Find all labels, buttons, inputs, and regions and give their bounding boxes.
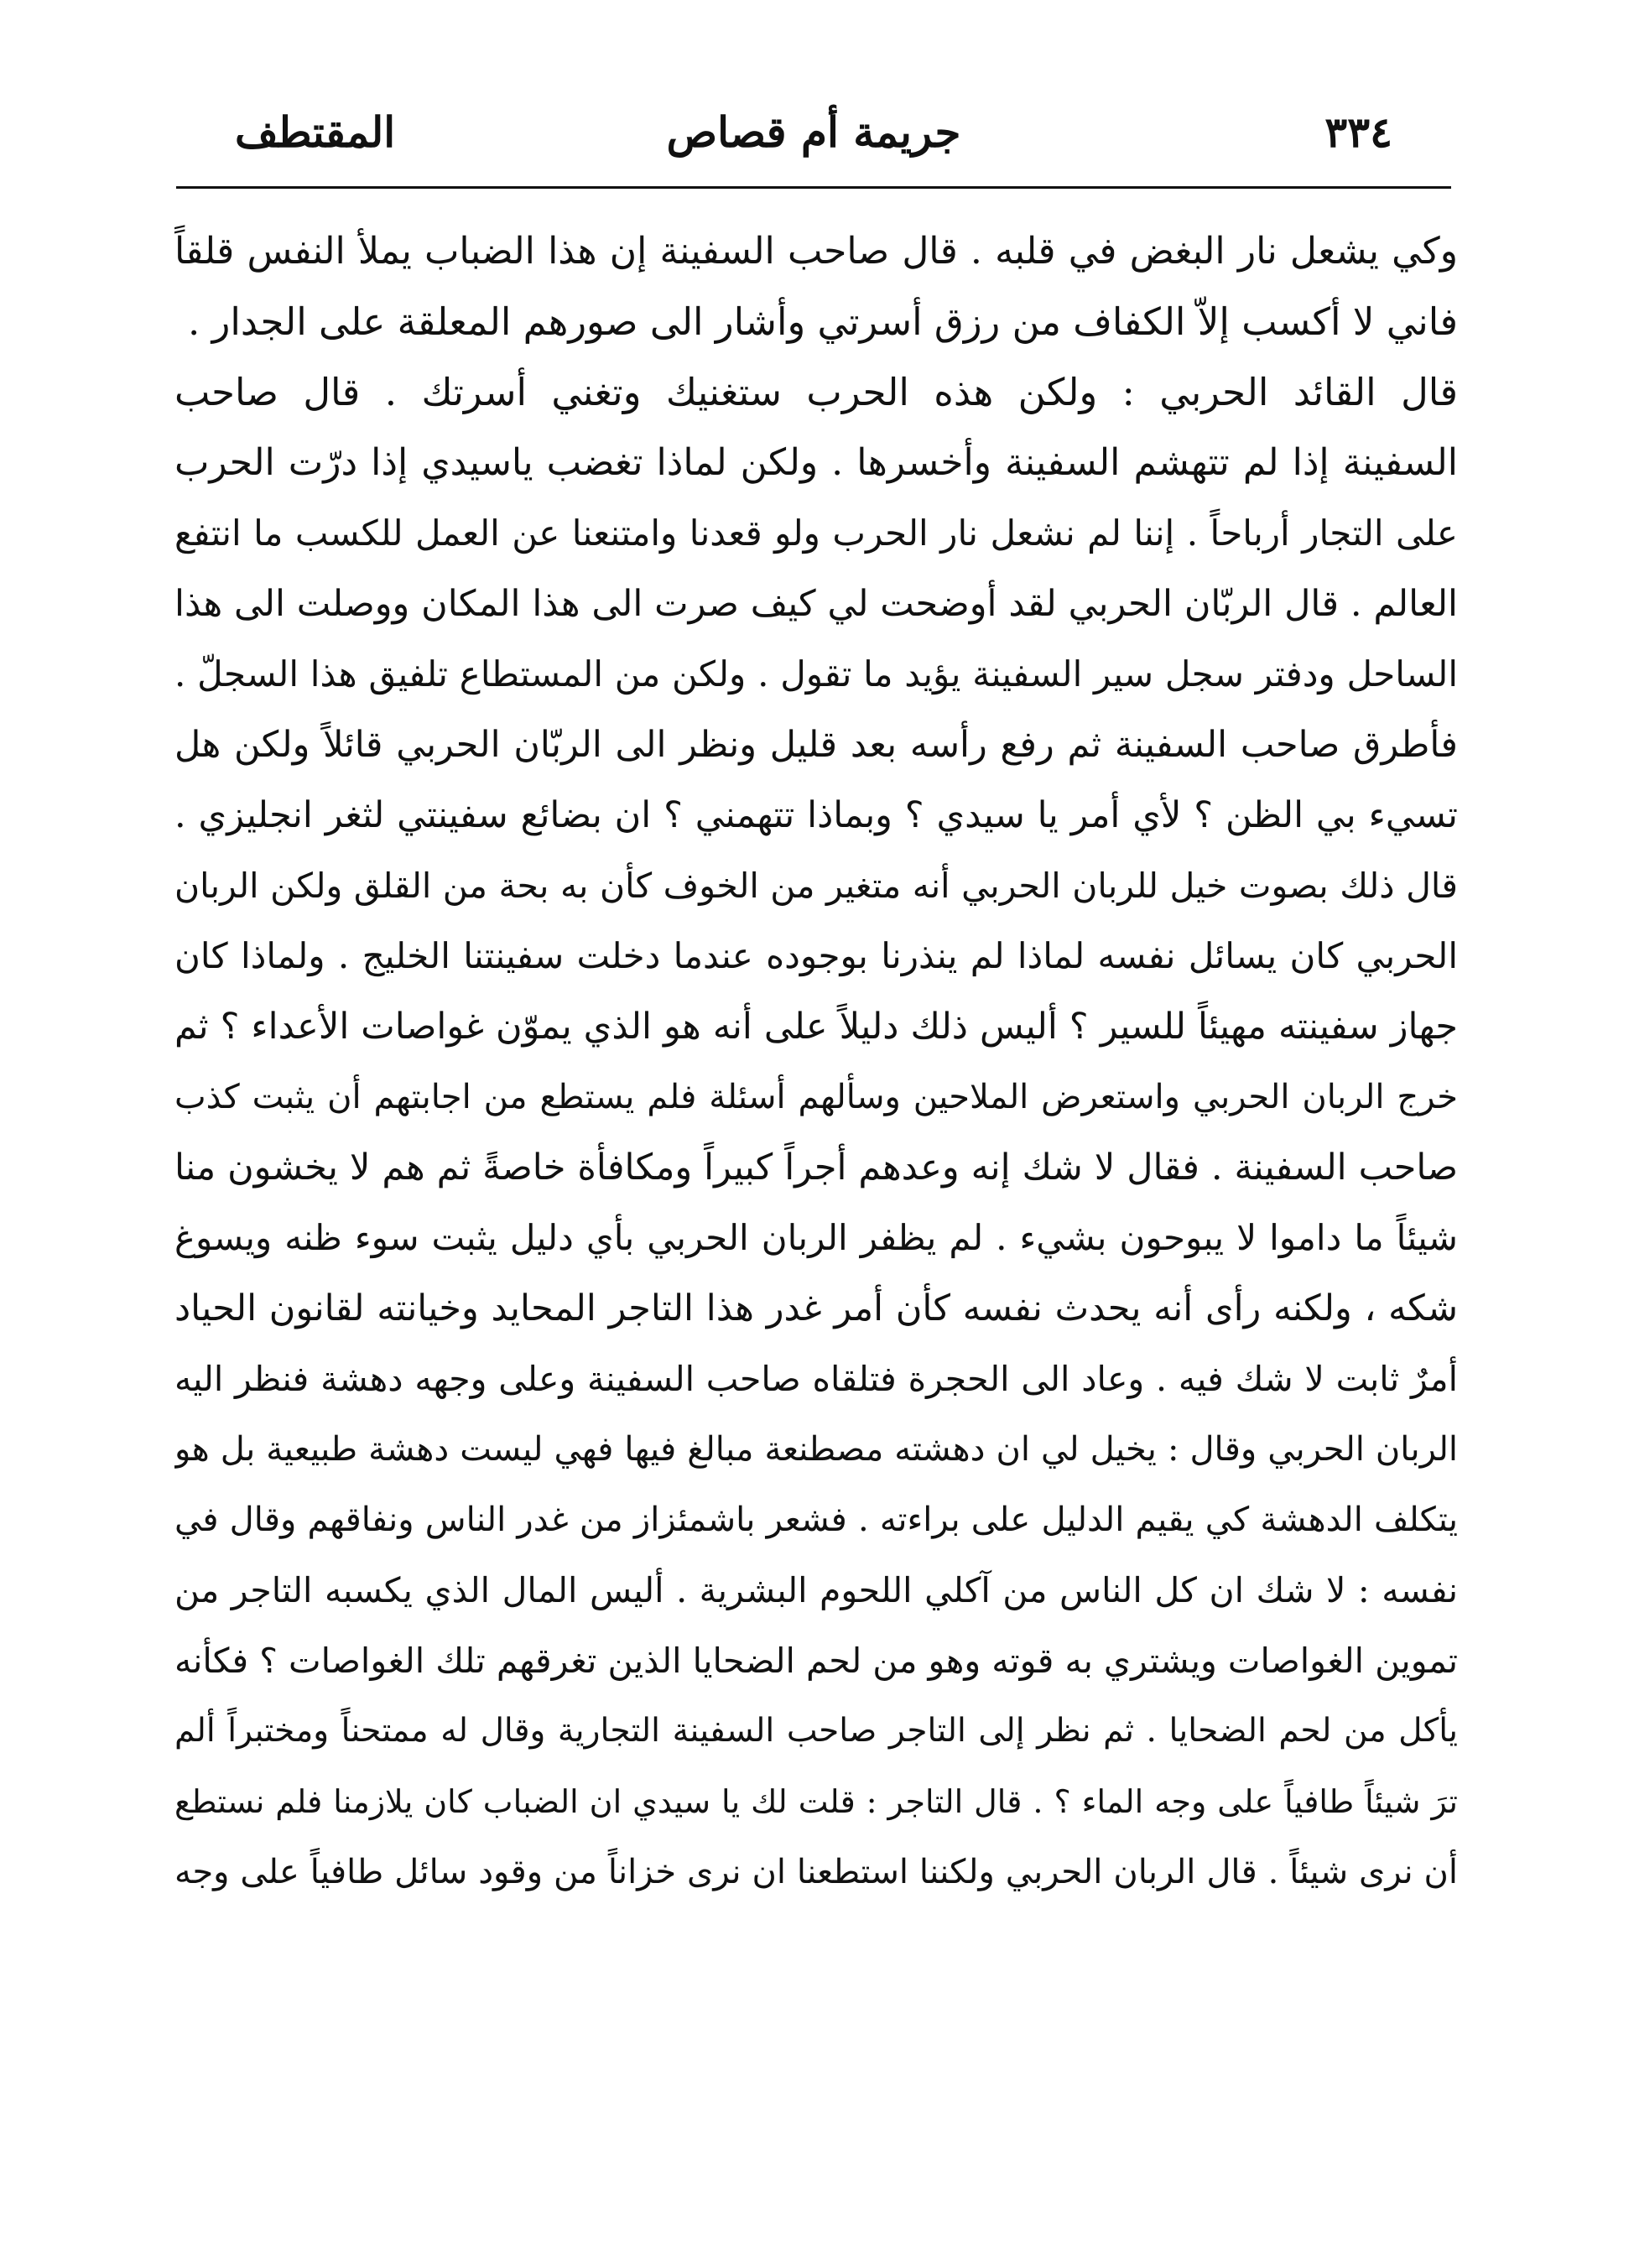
body-text [174, 216, 1458, 1907]
running-header [201, 99, 1426, 166]
text-line: شيئاً ما داموا لا يبوحون بشيء . لم يظفر الربان الحربي بأي دليل يثبت سوء ظنه ويسوغ [174, 1217, 1458, 1258]
text-line: نفسه : لا شك ان كل الناس من آكلي اللحوم البشرية . أليس المال الذي يكسبه التاجر من [174, 1570, 1458, 1610]
text-line: العالم . قال الربّان الحربي لقد أوضحت لي كيف صرت الى هذا المكان ووصلت الى هذا [174, 583, 1458, 625]
text-line: أمرٌ ثابت لا شك فيه . وعاد الى الحجرة فتلقاه صاحب السفينة وعلى وجهه دهشة فنظر اليه [174, 1359, 1458, 1399]
text-line: تسيء بي الظن ؟ لأي أمر يا سيدي ؟ وبماذا تتهمني ؟ ان بضائع سفينتي لثغر انجليزي . [174, 794, 1458, 836]
text-line: خرج الربان الحربي واستعرض الملاحين وسألهم أسئلة فلم يستطع من اجابتهم أن يثبت كذب [174, 1078, 1458, 1116]
text-line: قال القائد الحربي : ولكن هذه الحرب ستغنيك وتغني أسرتك . قال صاحب [174, 370, 1458, 414]
text-line: جهاز سفينته مهيئاً للسير ؟ أليس ذلك دليلاً على أنه هو الذي يموّن غواصات الأعداء ؟ ثم [174, 1006, 1458, 1048]
text-line: فاني لا أكسب إلاّ الكفاف من رزق أسرتي وأشار الى صورهم المعلقة على الجدار . [188, 299, 1458, 344]
text-line: ترَ شيئاً طافياً على وجه الماء ؟ . قال التاجر : قلت لك يا سيدي ان الضباب كان يلازمنا فلم نستطع [174, 1783, 1458, 1820]
text-line: فأطرق صاحب السفينة ثم رفع رأسه بعد قليل ونظر الى الربّان الحربي قائلاً ولكن هل [174, 724, 1458, 766]
text-line: قال ذلك بصوت خيل للربان الحربي أنه متغير من الخوف كأن به بحة من القلق ولكن الربان [174, 866, 1458, 906]
text-line: يتكلف الدهشة كي يقيم الدليل على براءته . فشعر باشمئزاز من غدر الناس ونفاقهم وقال في [174, 1501, 1458, 1539]
text-line: الحربي كان يسائل نفسه لماذا لم ينذرنا بوجوده عندما دخلت سفينتنا الخليج . ولماذا كان [174, 935, 1458, 976]
text-line: الربان الحربي وقال : يخيل لي ان دهشته مصطنعة مبالغ فيها فهي ليست دهشة طبيعية بل هو [174, 1430, 1458, 1469]
page-number: ٣٣٤ [1324, 107, 1392, 157]
text-line: يأكل من لحم الضحايا . ثم نظر إلى التاجر صاحب السفينة التجارية وقال له ممتحناً ومختبراً ألم [174, 1712, 1458, 1750]
header-divider [176, 186, 1451, 189]
text-line: الساحل ودفتر سجل سير السفينة يؤيد ما تقول . ولكن من المستطاع تلفيق هذا السجلّ . [174, 653, 1458, 694]
journal-name: المقتطف [235, 107, 396, 157]
text-line: وكي يشعل نار البغض في قلبه . قال صاحب السفينة إن هذا الضباب يملأ النفس قلقاً [174, 230, 1458, 273]
article-title: جريمة أم قصاص [666, 107, 961, 157]
text-line: تموين الغواصات ويشتري به قوته وهو من لحم الضحايا الذين تغرقهم تلك الغواصات ؟ فكأنه [174, 1641, 1458, 1681]
text-line: شكه ، ولكنه رأى أنه يحدث نفسه كأن أمر غدر هذا التاجر المحايد وخيانته لقانون الحياد [174, 1287, 1458, 1329]
text-line: السفينة إذا لم تتهشم السفينة وأخسرها . ولكن لماذا تغضب ياسيدي إذا درّت الحرب [174, 441, 1458, 484]
text-line: صاحب السفينة . فقال لا شك إنه وعدهم أجراً كبيراً ومكافأة خاصةً ثم هم لا يخشون منا [174, 1147, 1458, 1189]
text-line: على التجار أرباحاً . إننا لم نشعل نار الحرب ولو قعدنا وامتنعنا عن العمل للكسب ما انتفع [174, 512, 1458, 554]
text-line: أن نرى شيئاً . قال الربان الحربي ولكننا استطعنا ان نرى خزاناً من وقود سائل طافياً على وجه [174, 1853, 1458, 1891]
